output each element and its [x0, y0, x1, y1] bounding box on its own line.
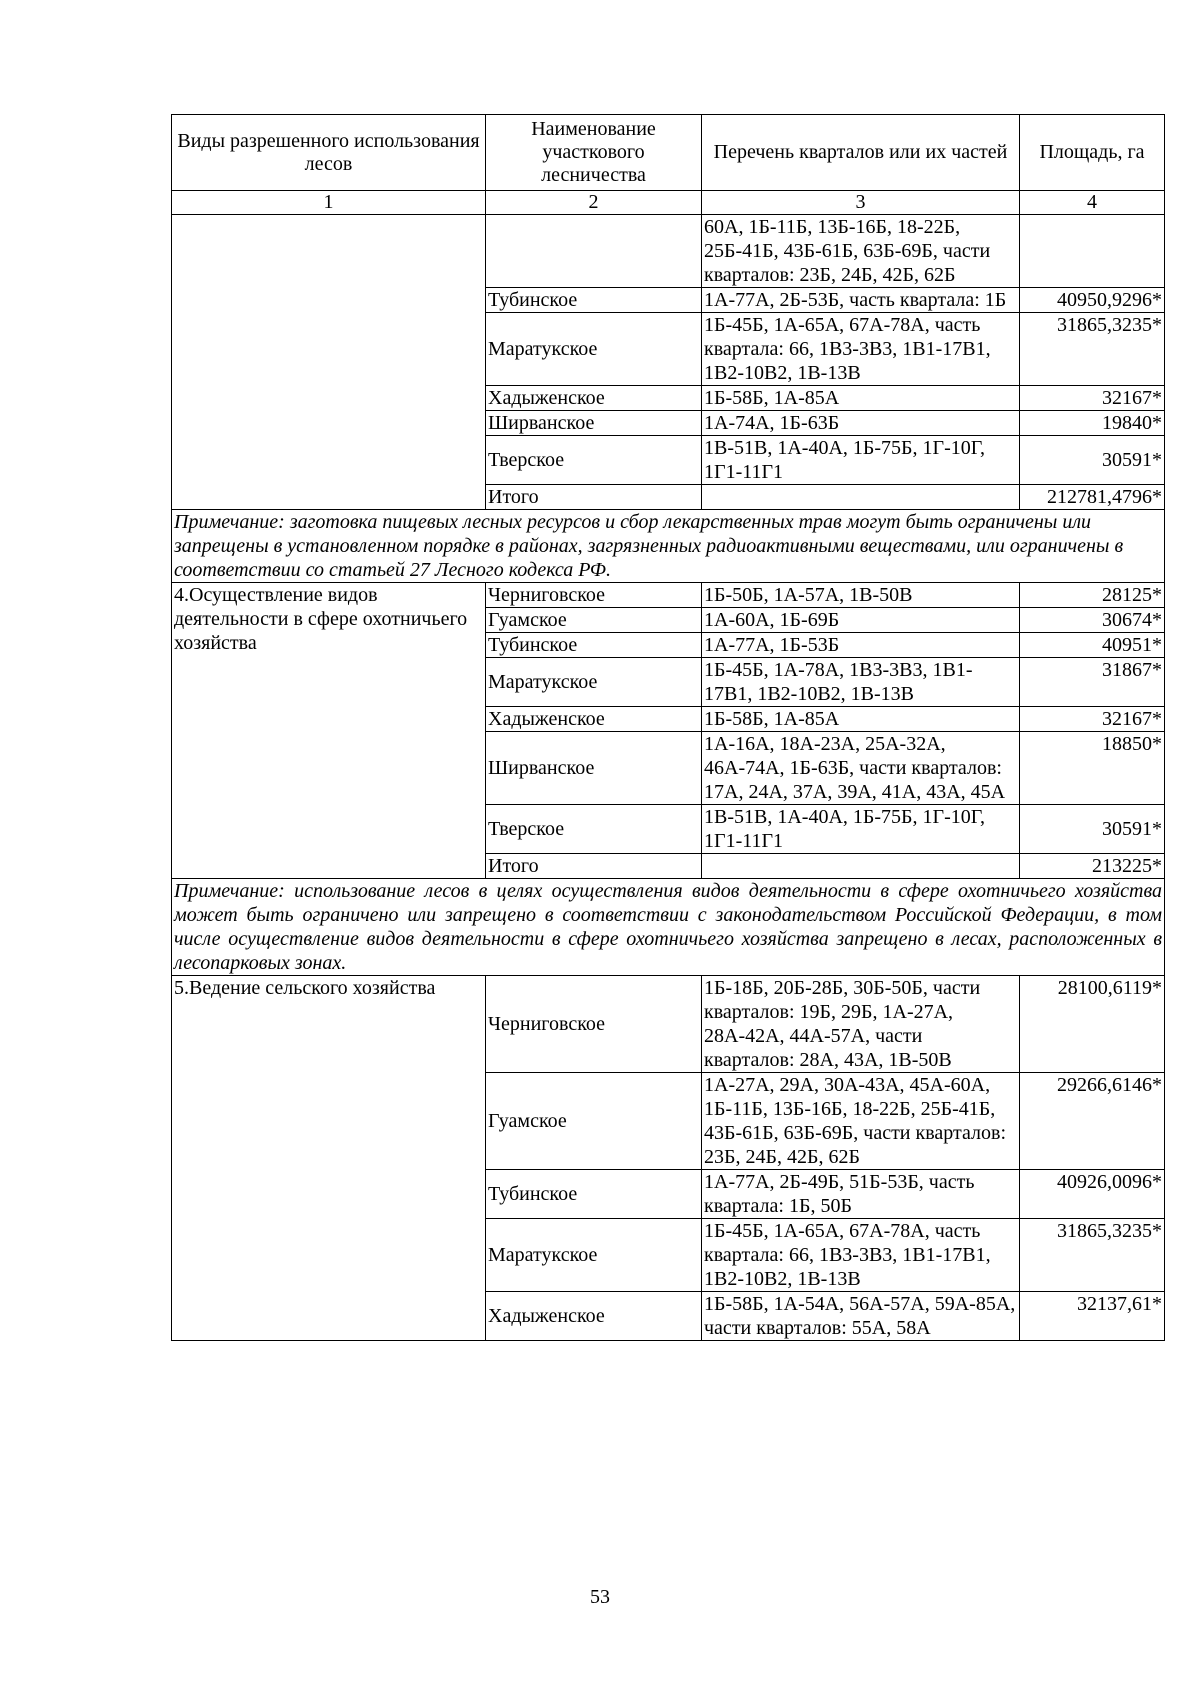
- quarters-list: 1Б-58Б, 1А-85А: [702, 386, 1020, 411]
- forestry-name: Тубинское: [486, 288, 702, 313]
- quarters-list: 1А-60А, 1Б-69Б: [702, 608, 1020, 633]
- forestry-name: Тубинское: [486, 633, 702, 658]
- forestry-name: Маратукское: [486, 658, 702, 707]
- table-row: [172, 976, 1165, 1073]
- page-number: 53: [590, 1586, 610, 1608]
- area-value: 40951*: [1020, 633, 1165, 658]
- column-number: 3: [702, 191, 1020, 215]
- area-value: 28125*: [1020, 583, 1165, 608]
- area-value: 30674*: [1020, 608, 1165, 633]
- column-numbers-row: [172, 191, 1165, 215]
- area-value: 40926,0096*: [1020, 1170, 1165, 1219]
- area-value: [1020, 215, 1165, 288]
- forestry-name: Тверское: [486, 805, 702, 854]
- table-row: [172, 583, 1165, 608]
- header-area: Площадь, га: [1020, 115, 1165, 191]
- area-value: 18850*: [1020, 732, 1165, 805]
- quarters-list: 1Б-58Б, 1А-85А: [702, 707, 1020, 732]
- use-type-title: 5.Ведение сельского хозяйства: [172, 976, 486, 1341]
- table-row: [172, 215, 1165, 288]
- quarters-list: 1А-74А, 1Б-63Б: [702, 411, 1020, 436]
- quarters-list: 1Б-45Б, 1А-78А, 1В3-3В3, 1В1-17В1, 1В2-10В2, 1В-13В: [702, 658, 1020, 707]
- quarters-list: [702, 854, 1020, 879]
- quarters-list: [702, 485, 1020, 510]
- forestry-name: Хадыженское: [486, 707, 702, 732]
- forestry-name: Ширванское: [486, 411, 702, 436]
- forestry-name: [486, 215, 702, 288]
- use-type-cell: [172, 215, 486, 510]
- column-number: 1: [172, 191, 486, 215]
- area-value: 28100,6119*: [1020, 976, 1165, 1073]
- forestry-name: Хадыженское: [486, 1292, 702, 1341]
- forestry-name: Гуамское: [486, 1073, 702, 1170]
- forestry-name: Маратукское: [486, 1219, 702, 1292]
- column-number: 4: [1020, 191, 1165, 215]
- column-number: 2: [486, 191, 702, 215]
- quarters-list: 1В-51В, 1А-40А, 1Б-75Б, 1Г-10Г, 1Г1-11Г1: [702, 805, 1020, 854]
- forestry-name: Ширванское: [486, 732, 702, 805]
- forestry-name: Тубинское: [486, 1170, 702, 1219]
- area-value: 40950,9296*: [1020, 288, 1165, 313]
- quarters-list: 1В-51В, 1А-40А, 1Б-75Б, 1Г-10Г, 1Г1-11Г1: [702, 436, 1020, 485]
- total-area: 212781,4796*: [1020, 485, 1165, 510]
- quarters-list: 1А-77А, 2Б-49Б, 51Б-53Б, часть квартала: 1Б, 50Б: [702, 1170, 1020, 1219]
- quarters-list: 1А-27А, 29А, 30А-43А, 45А-60А, 1Б-11Б, 13Б-16Б, 18-22Б, 25Б-41Б, 43Б-61Б, 63Б-69Б, части кварталов: 23Б, 24Б, 42Б, 62Б: [702, 1073, 1020, 1170]
- area-value: 32167*: [1020, 386, 1165, 411]
- forestry-name: Маратукское: [486, 313, 702, 386]
- header-quarters-list: Перечень кварталов или их частей: [702, 115, 1020, 191]
- table-header-row: [172, 115, 1165, 191]
- area-value: 19840*: [1020, 411, 1165, 436]
- section-note: Примечание: использование лесов в целях осуществления видов деятельности в сфере охотничьего хозяйства может быть ограничено или запрещено в соответствии с законодательством Российской Федерации, в том числе осуществление видов деятельности в сфере охотничьего хозяйства запрещено в лесах, расположенных в лесопарковых зонах.: [172, 879, 1165, 976]
- quarters-list: 1Б-18Б, 20Б-28Б, 30Б-50Б, части кварталов: 19Б, 29Б, 1А-27А, 28А-42А, 44А-57А, части кварталов: 28А, 43А, 1В-50В: [702, 976, 1020, 1073]
- area-value: 29266,6146*: [1020, 1073, 1165, 1170]
- area-value: 31865,3235*: [1020, 313, 1165, 386]
- quarters-list: 1А-77А, 1Б-53Б: [702, 633, 1020, 658]
- quarters-list: 1Б-45Б, 1А-65А, 67А-78А, часть квартала: 66, 1В3-3В3, 1В1-17В1, 1В2-10В2, 1В-13В: [702, 1219, 1020, 1292]
- note-row: [172, 879, 1165, 976]
- area-value: 31865,3235*: [1020, 1219, 1165, 1292]
- forestry-name: Тверское: [486, 436, 702, 485]
- quarters-list: 1Б-50Б, 1А-57А, 1В-50В: [702, 583, 1020, 608]
- use-type-title: 4.Осуществление видов деятельности в сфере охотничьего хозяйства: [172, 583, 486, 879]
- total-area: 213225*: [1020, 854, 1165, 879]
- note-row: [172, 510, 1165, 583]
- forestry-name: Гуамское: [486, 608, 702, 633]
- quarters-list: 1Б-45Б, 1А-65А, 67А-78А, часть квартала: 66, 1В3-3В3, 1В1-17В1, 1В2-10В2, 1В-13В: [702, 313, 1020, 386]
- area-value: 30591*: [1020, 436, 1165, 485]
- area-value: 32137,61*: [1020, 1292, 1165, 1341]
- quarters-list: 1А-77А, 2Б-53Б, часть квартала: 1Б: [702, 288, 1020, 313]
- area-value: 31867*: [1020, 658, 1165, 707]
- total-label: Итого: [486, 485, 702, 510]
- forestry-name: Черниговское: [486, 976, 702, 1073]
- quarters-list: 60А, 1Б-11Б, 13Б-16Б, 18-22Б, 25Б-41Б, 43Б-61Б, 63Б-69Б, части кварталов: 23Б, 24Б, 42Б, 62Б: [702, 215, 1020, 288]
- area-value: 30591*: [1020, 805, 1165, 854]
- section-note: Примечание: заготовка пищевых лесных ресурсов и сбор лекарственных трав могут быть ограничены или запрещены в установленном порядке в районах, загрязненных радиоактивными веществами, или ограничены в соответствии со статьей 27 Лесного кодекса РФ.: [172, 510, 1165, 583]
- total-label: Итого: [486, 854, 702, 879]
- area-value: 32167*: [1020, 707, 1165, 732]
- header-use-type: Виды разрешенного использования лесов: [172, 115, 486, 191]
- quarters-list: 1А-16А, 18А-23А, 25А-32А, 46А-74А, 1Б-63Б, части кварталов: 17А, 24А, 37А, 39А, 41А, 43А, 45А: [702, 732, 1020, 805]
- quarters-list: 1Б-58Б, 1А-54А, 56А-57А, 59А-85А, части кварталов: 55А, 58А: [702, 1292, 1020, 1341]
- forestry-name: Хадыженское: [486, 386, 702, 411]
- forestry-name: Черниговское: [486, 583, 702, 608]
- forest-use-table: [171, 114, 1165, 1341]
- header-forestry-name: Наименование участкового лесничества: [486, 115, 702, 191]
